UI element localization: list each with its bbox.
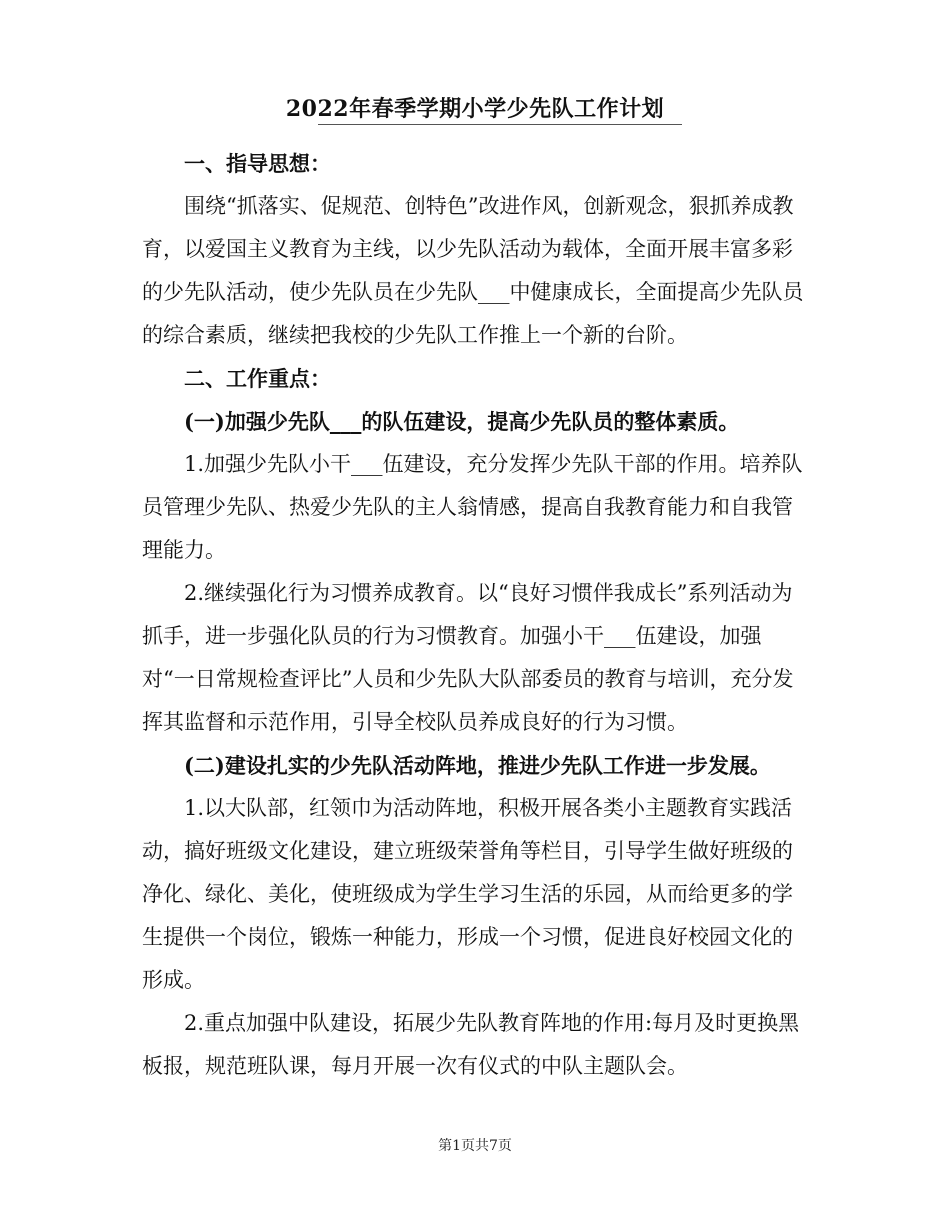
page-footer: 第1页共7页 (438, 1138, 512, 1154)
paragraph-item-2-habits: 2.继续强化行为习惯养成教育。以“良好习惯伴我成长”系列活动为抓手，进一步强化队员的行为习惯教育。加强小干___伍建设，加强对“一日常规检查评比”人员和少先队大队部委员的教育与培训，充分发挥其监督和示范作用，引导全校队员养成良好的行为习惯。 (142, 581, 794, 734)
title-underline (318, 124, 682, 125)
section-heading-guiding-ideology: 一、指导思想： (184, 151, 331, 176)
paragraph-item-2-squadron: 2.重点加强中队建设，拓展少先队教育阵地的作用:每月及时更换黑板报，规范班队课，每月开展一次有仪式的中队主题队会。 (142, 1011, 800, 1078)
document-title: 2022年春季学期小学少先队工作计划 (285, 96, 665, 122)
subheading-team-building: (一)加强少先队___的队伍建设，提高少先队员的整体素质。 (184, 409, 740, 434)
paragraph-guiding-ideology: 围绕“抓落实、促规范、创特色”改进作风，创新观念，狠抓养成教育，以爱国主义教育为主线，以少先队活动为载体，全面开展丰富多彩的少先队活动，使少先队员在少先队___中健康成长，全面提高少先队员的综合素质，继续把我校的少先队工作推上一个新的台阶。 (142, 194, 804, 347)
paragraph-item-1-activity: 1.以大队部，红领巾为活动阵地，积极开展各类小主题教育实践活动，搞好班级文化建设，建立班级荣誉角等栏目，引导学生做好班级的净化、绿化、美化，使班级成为学生学习生活的乐园，从而给更多的学生提供一个岗位，锻炼一种能力，形成一个习惯，促进良好校园文化的形成。 (142, 796, 793, 992)
paragraph-item-1-cadre: 1.加强少先队小干___伍建设，充分发挥少先队干部的作用。培养队员管理少先队、热爱少先队的主人翁情感，提高自我教育能力和自我管理能力。 (142, 452, 803, 562)
section-heading-work-focus: 二、工作重点： (184, 366, 331, 391)
subheading-activity-base: (二)建设扎实的少先队活动阵地，推进少先队工作进一步发展。 (184, 753, 771, 778)
document-body (142, 142, 812, 1088)
